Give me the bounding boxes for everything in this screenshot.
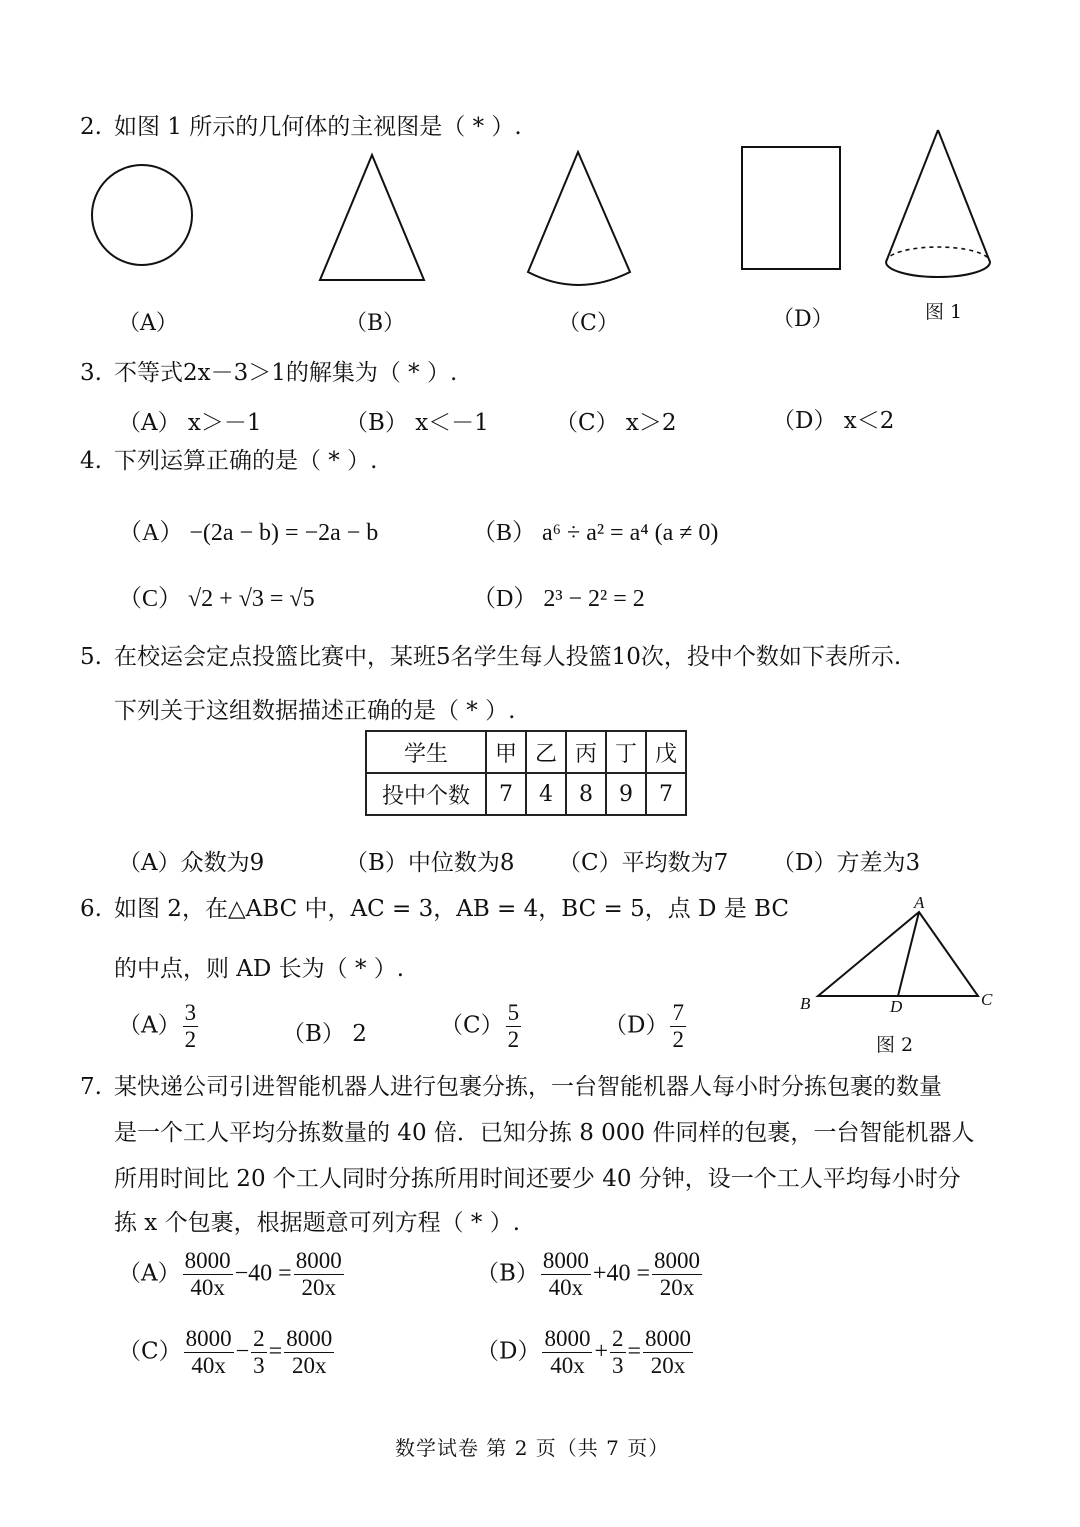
q5-option-a: （A）众数为9 [118, 850, 265, 876]
fraction: $\frac{8000}{40x}$ [544, 1326, 591, 1378]
q5-option-b: （B）中位数为8 [345, 850, 515, 876]
q4-option-b: （B） a⁶ ÷ a² = a⁴ (a ≠ 0) [472, 520, 719, 546]
option-c-label: （C） [558, 311, 619, 336]
q3-option-c: （C） x＞2 [555, 410, 677, 436]
question-2-stem: 2. 如图 1 所示的几何体的主视图是（ * ）. [80, 114, 522, 140]
point-b-label: B [800, 994, 811, 1013]
fraction: $\frac{2}{3}$ [612, 1326, 624, 1378]
table-cell: 7 [646, 773, 686, 815]
point-a-label: A [914, 893, 925, 912]
option-b-label: （B） [345, 311, 406, 336]
table-cell: 9 [606, 773, 646, 815]
table-cell: 8 [566, 773, 606, 815]
q7-option-c: （C） $\frac{8000}{40x}$ − $\frac{2}{3}$ = $\frac{8000}{20x}$ [118, 1326, 333, 1378]
table-header-cell: 丁 [606, 731, 646, 773]
question-5-stem-line2: 下列关于这组数据描述正确的是（ * ）. [114, 698, 516, 724]
q3-option-b: （B） x＜－1 [345, 410, 489, 436]
table-row [366, 731, 686, 773]
fraction: $\frac{5}{2}$ [507, 1000, 520, 1052]
q6-option-a: （A） $\frac{3}{2}$ [118, 1000, 197, 1052]
fraction: $\frac{8000}{20x}$ [286, 1326, 333, 1378]
table-header-cell: 丙 [566, 731, 606, 773]
question-7-line1: 7. 某快递公司引进智能机器人进行包裹分拣，一台智能机器人每小时分拣包裹的数量 [80, 1074, 942, 1100]
table-row-label: 投中个数 [366, 773, 486, 815]
q6-option-d: （D） $\frac{7}{2}$ [604, 1000, 684, 1052]
table-row [366, 773, 686, 815]
q7-option-d: （D） $\frac{8000}{40x}$ + $\frac{2}{3}$ = $\frac{8000}{20x}$ [476, 1326, 692, 1378]
fraction: $\frac{8000}{20x}$ [645, 1326, 692, 1378]
figure-2-caption: 图 2 [876, 1034, 914, 1056]
table-header-cell: 乙 [526, 731, 566, 773]
q6-option-c: （C） $\frac{5}{2}$ [440, 1000, 520, 1052]
figure-1-cone [886, 130, 990, 277]
fraction: $\frac{3}{2}$ [184, 1000, 197, 1052]
q5-option-c: （C）平均数为7 [558, 850, 729, 876]
question-3-stem: 3. 不等式2x－3＞1的解集为（ * ）. [80, 360, 458, 386]
fraction: $\frac{2}{3}$ [253, 1326, 265, 1378]
q4-option-c: （C） √2 + √3 = √5 [118, 586, 315, 612]
option-d-label: （D） [772, 307, 834, 332]
q6-option-b: （B） 2 [282, 1021, 367, 1047]
fraction: $\frac{8000}{40x}$ [184, 1248, 231, 1300]
page-footer: 数学试卷 第 2 页（共 7 页） [395, 1436, 670, 1460]
option-a-label: （A） [118, 311, 178, 336]
question-7-line3: 所用时间比 20 个工人同时分拣所用时间还要少 40 分钟，设一个工人平均每小时分 [114, 1166, 961, 1192]
fraction: $\frac{8000}{40x}$ [185, 1326, 232, 1378]
figure-b-triangle [320, 155, 424, 280]
q7-option-b: （B） $\frac{8000}{40x}$ +40 = $\frac{8000}{20x}$ [476, 1248, 700, 1300]
figure-c-fan [528, 152, 630, 285]
figure-1-caption: 图 1 [925, 301, 963, 323]
point-d-label: D [890, 997, 903, 1016]
figure-2-triangle [818, 912, 978, 996]
q3-option-d: （D） x＜2 [772, 408, 895, 434]
q3-option-a: （A） x＞－1 [118, 410, 262, 436]
fraction: $\frac{8000}{20x}$ [295, 1248, 342, 1300]
table-cell: 7 [486, 773, 526, 815]
fraction: $\frac{8000}{20x}$ [653, 1248, 700, 1300]
figure-d-rectangle [742, 147, 840, 269]
question-7-line2: 是一个工人平均分拣数量的 40 倍．已知分拣 8 000 件同样的包裹，一台智能机器人 [114, 1120, 975, 1146]
q7-option-a: （A） $\frac{8000}{40x}$ −40 = $\frac{8000}{20x}$ [118, 1248, 342, 1300]
q4-option-d: （D） 2³ − 2² = 2 [472, 586, 645, 612]
point-c-label: C [981, 990, 993, 1009]
fraction: $\frac{8000}{40x}$ [542, 1248, 589, 1300]
fraction: $\frac{7}{2}$ [672, 1000, 684, 1052]
table-header-cell: 学生 [366, 731, 486, 773]
table-header-cell: 甲 [486, 731, 526, 773]
table-header-cell: 戊 [646, 731, 686, 773]
table-cell: 4 [526, 773, 566, 815]
figure-a-circle [92, 165, 192, 265]
question-6-stem-line2: 的中点，则 AD 长为（ * ）. [114, 956, 405, 982]
question-6-stem-line1: 6. 如图 2，在△ABC 中，AC = 3，AB = 4，BC = 5，点 D 是 BC [80, 896, 790, 922]
question-7-line4: 拣 x 个包裹，根据题意可列方程（ * ）. [114, 1210, 521, 1236]
question-5-stem-line1: 5. 在校运会定点投篮比赛中，某班5名学生每人投篮10次，投中个数如下表所示. [80, 644, 902, 670]
question-4-stem: 4. 下列运算正确的是（ * ）. [80, 448, 378, 474]
shots-table [365, 730, 687, 816]
q5-option-d: （D）方差为3 [772, 850, 921, 876]
q4-option-a: （A） −(2a − b) = −2a − b [118, 520, 379, 546]
